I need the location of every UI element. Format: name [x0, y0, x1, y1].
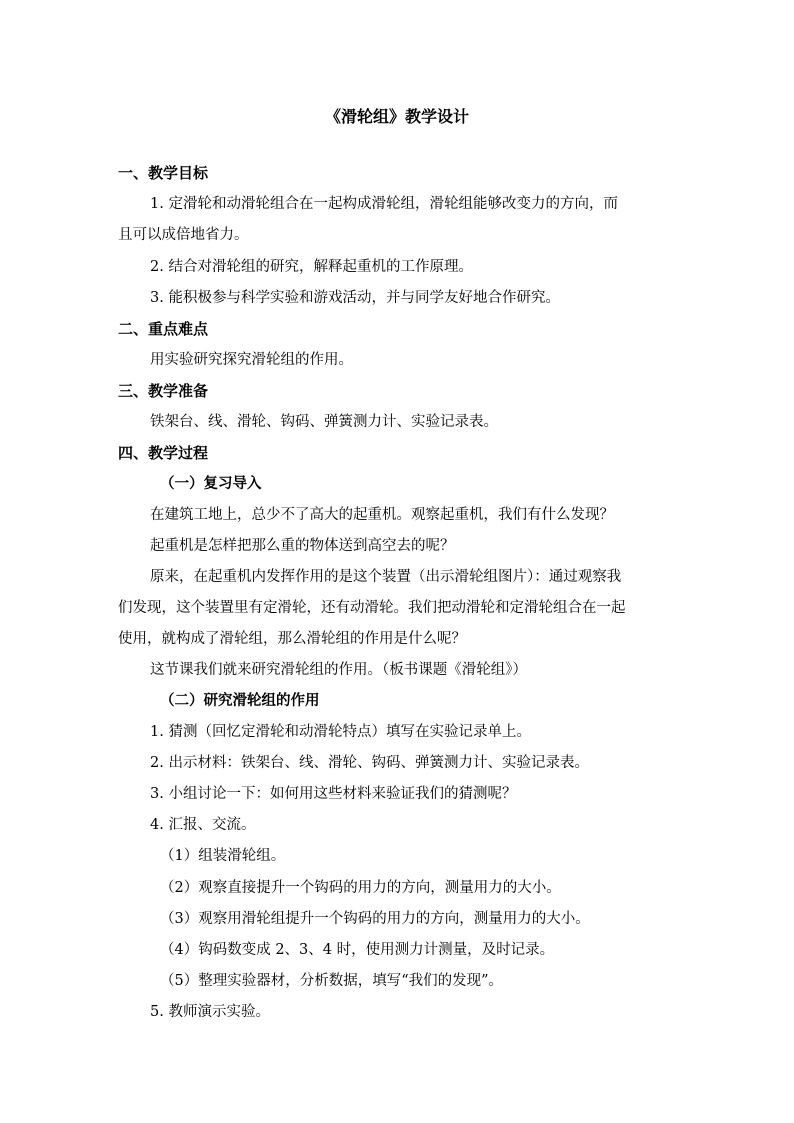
research-substep-4: （4）钩码数变成 2、3、4 时，使用测力计测量，及时记录。	[160, 942, 555, 958]
heading-process: 四、教学过程	[118, 444, 209, 462]
review-para-3-line-1: 原来，在起重机内发挥作用的是这个装置（出示滑轮组图片）：通过观察我	[150, 569, 622, 585]
goal-3: 3. 能积极参与科学实验和游戏活动，并与同学友好地合作研究。	[150, 290, 560, 306]
research-step-3: 3. 小组讨论一下：如何用这些材料来验证我们的猜测呢？	[150, 786, 517, 802]
subheading-review: （一）复习导入	[160, 475, 262, 492]
research-step-1: 1. 猜测（回忆定滑轮和动滑轮特点）填写在实验记录单上。	[150, 724, 531, 740]
review-para-2: 起重机是怎样把那么重的物体送到高空去的呢？	[150, 538, 455, 554]
research-substep-3: （3）观察用滑轮组提升一个钩码的用力的方向，测量用力的大小。	[160, 911, 590, 927]
document-title: 《滑轮组》教学设计	[324, 107, 469, 126]
key-points-text: 用实验研究探究滑轮组的作用。	[150, 352, 353, 368]
research-step-4: 4. 汇报、交流。	[150, 817, 256, 833]
review-para-3-line-3: 使用，就构成了滑轮组，那么滑轮组的作用是什么呢？	[118, 631, 466, 647]
review-para-4: 这节课我们就来研究滑轮组的作用。（板书课题《滑轮组》）	[150, 662, 527, 678]
subheading-research: （二）研究滑轮组的作用	[160, 692, 320, 709]
research-substep-5: （5）整理实验器材，分析数据，填写“我们的发现”。	[160, 973, 504, 989]
research-step-2: 2. 出示材料：铁架台、线、滑轮、钩码、弹簧测力计、实验记录表。	[150, 755, 589, 771]
goal-1-line-2: 且可以成倍地省力。	[118, 227, 249, 243]
research-step-5: 5. 教师演示实验。	[150, 1004, 270, 1020]
research-substep-2: （2）观察直接提升一个钩码的用力的方向，测量用力的大小。	[160, 880, 561, 896]
review-para-3-line-2: 们发现，这个装置里有定滑轮，还有动滑轮。我们把动滑轮和定滑轮组合在一起	[118, 600, 626, 616]
goal-1-line-1: 1. 定滑轮和动滑轮组合在一起构成滑轮组，滑轮组能够改变力的方向，而	[150, 196, 618, 212]
review-para-1: 在建筑工地上，总少不了高大的起重机。观察起重机，我们有什么发现？	[150, 507, 614, 523]
heading-key-points: 二、重点难点	[118, 320, 209, 338]
heading-teaching-goals: 一、教学目标	[118, 164, 209, 182]
goal-2: 2. 结合对滑轮组的研究，解释起重机的工作原理。	[150, 259, 473, 275]
research-substep-1: （1）组装滑轮组。	[160, 848, 286, 864]
preparation-text: 铁架台、线、滑轮、钩码、弹簧测力计、实验记录表。	[150, 414, 498, 430]
heading-preparation: 三、教学准备	[118, 382, 209, 400]
